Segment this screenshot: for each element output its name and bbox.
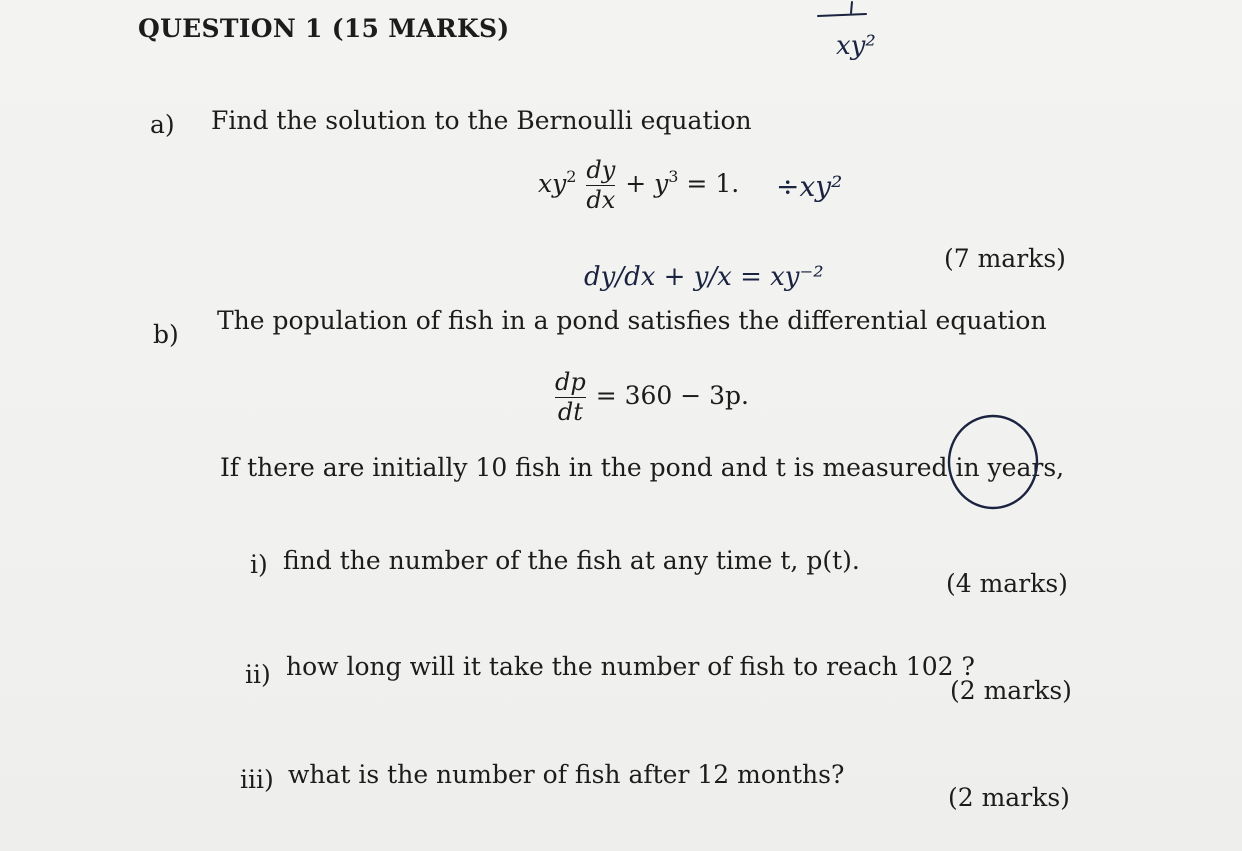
item-iii-label: iii) bbox=[240, 765, 274, 794]
handwritten-rearranged-equation bbox=[584, 262, 824, 292]
item-i-marks: (4 marks) bbox=[946, 569, 1068, 598]
handwritten-divide-text: ÷xy² bbox=[776, 170, 843, 203]
eq-plus: + bbox=[625, 169, 647, 199]
handwritten-top-right-text: xy² bbox=[836, 31, 876, 61]
part-a-marks: (7 marks) bbox=[944, 244, 1066, 273]
part-a-prompt: Find the solution to the Bernoulli equation bbox=[211, 106, 752, 135]
item-iii-text: what is the number of fish after 12 months? bbox=[288, 760, 845, 789]
eq-y3: y bbox=[654, 169, 669, 199]
circle-annotation-years bbox=[949, 416, 1037, 508]
fraction-numerator: dp bbox=[555, 368, 586, 396]
handwritten-top-right bbox=[818, 2, 876, 61]
eq-rhs: = 1. bbox=[686, 169, 740, 199]
fraction-denominator: dt bbox=[557, 398, 583, 427]
handwritten-rearranged-text: dy/dx + y/x = xy⁻² bbox=[584, 262, 824, 292]
item-ii-marks: (2 marks) bbox=[950, 676, 1072, 705]
item-ii-text: how long will it take the number of fish to reach 102 ? bbox=[286, 652, 975, 681]
eq-x: x bbox=[538, 169, 553, 199]
part-a-label: a) bbox=[150, 110, 175, 139]
eq-y: y bbox=[552, 169, 567, 199]
eq-rhs: = 360 − 3p. bbox=[595, 381, 749, 411]
item-iii-marks: (2 marks) bbox=[948, 783, 1070, 812]
handwritten-divide-note bbox=[776, 170, 842, 203]
eq-y3-exponent: 3 bbox=[668, 167, 679, 187]
part-b-label: b) bbox=[153, 320, 179, 349]
question-title: QUESTION 1 (15 MARKS) bbox=[138, 14, 510, 43]
item-i-text: find the number of the fish at any time t, p(t). bbox=[283, 546, 860, 575]
fraction-denominator: dx bbox=[586, 186, 616, 215]
item-ii-label: ii) bbox=[245, 660, 271, 689]
eq-y-exponent: 2 bbox=[566, 167, 577, 187]
item-i-label: i) bbox=[250, 550, 268, 579]
part-b-prompt: The population of fish in a pond satisfies the differential equation bbox=[217, 306, 1047, 335]
initial-condition: If there are initially 10 fish in the pond and t is measured in years, bbox=[220, 453, 1065, 482]
fraction-numerator: dy bbox=[586, 156, 616, 184]
